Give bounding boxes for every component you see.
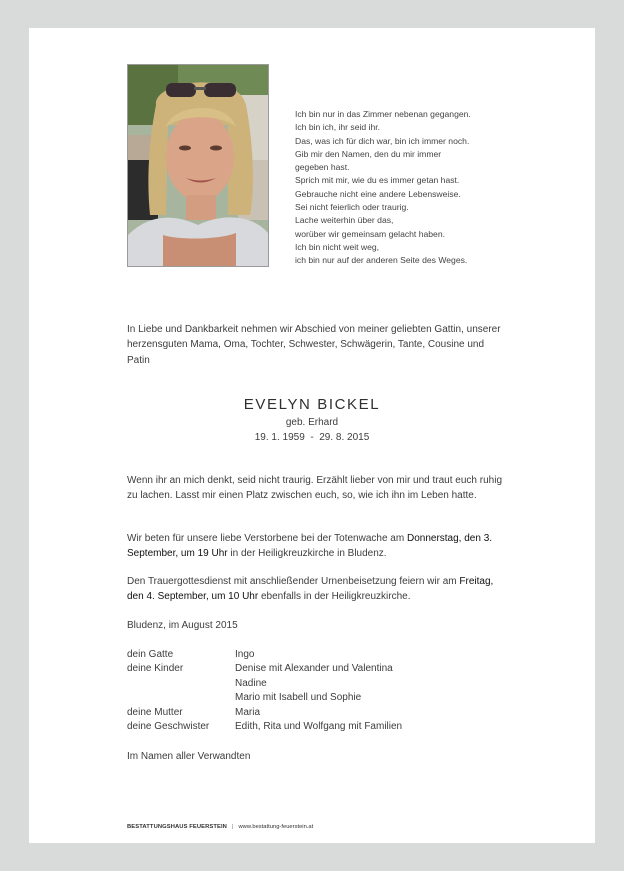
poem-line: worüber wir gemeinsam gelacht haben. [295, 228, 445, 239]
closing-line: Im Namen aller Verwandten [127, 751, 251, 762]
life-dates: 19. 1. 1959 - 29. 8. 2015 [254, 432, 370, 443]
service-location: ebenfalls in der Heiligkreuzkirche. [258, 591, 411, 603]
family-names: Denise mit Alexander und Valentina [235, 663, 393, 674]
family-names: Edith, Rita und Wolfgang mit Familien [235, 721, 403, 732]
family-names: Ingo [235, 649, 255, 660]
funeral-home-url[interactable]: www.bestattung-feuerstein.at [238, 824, 314, 830]
poem-line: Sei nicht feierlich oder traurig. [295, 202, 409, 213]
poem-line: Das, was ich für dich war, bin ich immer noch. [295, 135, 470, 146]
wake-date: Donnerstag, den 3. September, um 19 Uhr [127, 533, 493, 560]
family-names: Mario mit Isabell und Sophie [235, 692, 362, 703]
memorial-paragraph: Wenn ihr an mich denkt, seid nicht traurig. Erzählt lieber von mir und traut euch ruhig zu lachen. Lasst mir einen Platz zwischen euch, so, wie ich ihn im Leben hatte. [127, 475, 502, 502]
wake-paragraph [127, 531, 507, 562]
family-role: deine Kinder [127, 663, 184, 674]
family-role: deine Mutter [127, 707, 183, 718]
poem [295, 108, 535, 268]
service-date: Freitag, den 4. September, um 10 Uhr [127, 576, 494, 603]
family-role: dein Gatte [127, 649, 174, 660]
poem-line: Gib mir den Namen, den du mir immer [295, 148, 442, 159]
portrait-photo [127, 64, 269, 267]
poem-line: Ich bin nur in das Zimmer nebenan gegangen. [295, 109, 471, 119]
poem-line: ich bin nur auf der anderen Seite des Weges. [295, 255, 468, 266]
footer-separator: | [231, 824, 234, 830]
poem-line: Gebrauche nicht eine andere Lebensweise. [295, 188, 461, 199]
footer [127, 824, 313, 830]
service-paragraph [127, 574, 507, 605]
intro-text: In Liebe und Dankbarkeit nehmen wir Abschied von meiner geliebten Gattin, unserer herzensguten Mama, Oma, Tochter, Schwester, Schwägerin, Tante, Cousine und Patin [127, 324, 501, 366]
obituary-page [29, 28, 595, 843]
place-date: Bludenz, im August 2015 [127, 620, 238, 631]
poem-line: Ich bin nicht weit weg, [295, 241, 380, 252]
family-names: Nadine [235, 678, 267, 689]
family-names: Maria [235, 707, 261, 718]
wake-text: Wir beten für unsere liebe Verstorbene bei der Totenwache am [127, 533, 407, 544]
poem-line: Sprich mit mir, wie du es immer getan hast. [295, 175, 460, 186]
poem-line: Lache weiterhin über das, [295, 215, 394, 226]
poem-line: gegeben hast. [295, 162, 350, 173]
service-text: Den Trauergottesdienst mit anschließender Urnenbeisetzung feiern wir am [127, 576, 460, 587]
poem-line: Ich bin ich, ihr seid ihr. [295, 122, 381, 133]
family-role: deine Geschwister [127, 721, 210, 732]
maiden-name: geb. Erhard [285, 417, 339, 428]
funeral-home-name: BESTATTUNGSHAUS FEUERSTEIN [127, 824, 227, 830]
wake-location: in der Heiligkreuzkirche in Bludenz. [227, 548, 387, 560]
deceased-name: EVELYN BICKEL [243, 396, 381, 413]
